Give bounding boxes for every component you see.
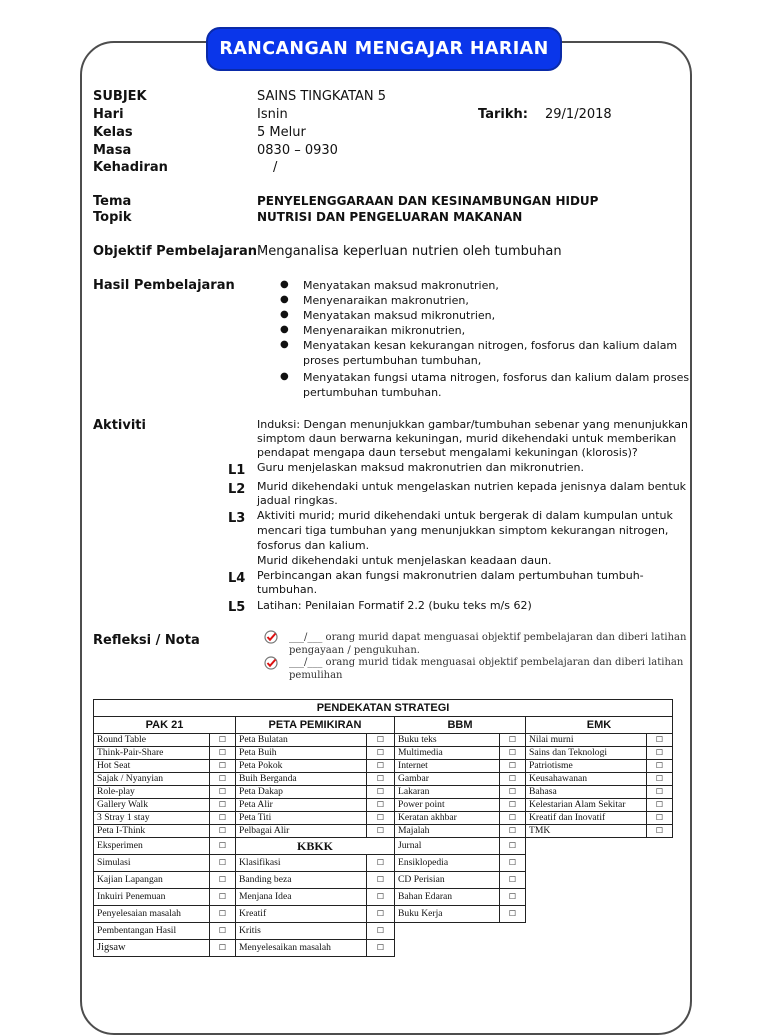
aktiviti-line: Murid dikehendaki untuk menjelaskan keadaan daun. — [257, 554, 552, 567]
header-bbm: BBM — [395, 717, 526, 734]
check-icon — [264, 630, 278, 644]
aktiviti-line: tumbuhan. — [257, 583, 318, 596]
hasil-label: Hasil Pembelajaran — [93, 278, 235, 293]
aktiviti-line: Murid dikehendaki untuk mengelaskan nutrien kepada jenisnya dalam bentuk — [257, 480, 687, 493]
checkbox[interactable]: ☐ — [210, 812, 236, 825]
checkbox[interactable]: ☐ — [500, 838, 526, 855]
aktiviti-line: Latihan: Penilaian Formatif 2.2 (buku teks m/s 62) — [257, 599, 532, 612]
topik-label: Topik — [93, 210, 132, 225]
peta-item: Peta Buih — [236, 747, 367, 760]
checkbox[interactable]: ☐ — [367, 786, 395, 799]
bullet: ● — [280, 294, 289, 305]
pak21-item: Hot Seat — [94, 760, 210, 773]
checkbox[interactable]: ☐ — [210, 889, 236, 906]
emk-item: Patriotisme — [526, 760, 647, 773]
page-title: RANCANGAN MENGAJAR HARIAN — [206, 27, 562, 71]
checkbox[interactable]: ☐ — [500, 812, 526, 825]
kelas-label: Kelas — [93, 125, 133, 140]
pak21-item: Jigsaw — [94, 940, 210, 957]
checkbox[interactable]: ☐ — [647, 825, 673, 838]
list-item-continued: pertumbuhan tumbuhan. — [303, 386, 442, 399]
pak21-item: Simulasi — [94, 855, 210, 872]
bbm-item: Buku teks — [395, 734, 500, 747]
pak21-item: Pembentangan Hasil — [94, 923, 210, 940]
emk-item: Kreatif dan Inovatif — [526, 812, 647, 825]
objektif-value: Menganalisa keperluan nutrien oleh tumbuhan — [257, 244, 562, 259]
checkbox[interactable]: ☐ — [500, 734, 526, 747]
checkbox[interactable]: ☐ — [367, 760, 395, 773]
list-item-continued: proses pertumbuhan tumbuhan, — [303, 354, 482, 367]
checkbox[interactable]: ☐ — [210, 855, 236, 872]
checkbox[interactable]: ☐ — [210, 872, 236, 889]
checkbox[interactable]: ☐ — [210, 786, 236, 799]
bbm-item: Internet — [395, 760, 500, 773]
checkbox[interactable]: ☐ — [500, 889, 526, 906]
checkbox[interactable]: ☐ — [500, 872, 526, 889]
bbm-item: Bahan Edaran — [395, 889, 500, 906]
kelas-value: 5 Melur — [257, 125, 306, 140]
kbkk-title: KBKK — [236, 838, 395, 855]
checkbox[interactable]: ☐ — [647, 760, 673, 773]
checkbox[interactable]: ☐ — [500, 799, 526, 812]
list-item: Menyatakan kesan kekurangan nitrogen, fosforus dan kalium dalam — [303, 339, 678, 352]
header-emk: EMK — [526, 717, 673, 734]
checkbox[interactable]: ☐ — [210, 838, 236, 855]
peta-item: Peta Bulatan — [236, 734, 367, 747]
aktiviti-line: simptom daun berwarna kekuningan, murid dikehendaki untuk memberikan — [257, 432, 677, 445]
checkbox[interactable]: ☐ — [367, 906, 395, 923]
checkbox[interactable]: ☐ — [210, 799, 236, 812]
peta-item: Peta Alir — [236, 799, 367, 812]
checkbox[interactable]: ☐ — [367, 812, 395, 825]
pak21-item: Round Table — [94, 734, 210, 747]
checkbox[interactable]: ☐ — [500, 855, 526, 872]
bullet: ● — [280, 339, 289, 350]
checkbox[interactable]: ☐ — [210, 734, 236, 747]
bbm-item: Ensiklopedia — [395, 855, 500, 872]
checkbox[interactable]: ☐ — [210, 773, 236, 786]
pak21-item: Peta I-Think — [94, 825, 210, 838]
bullet: ● — [280, 371, 289, 382]
emk-item: Nilai murni — [526, 734, 647, 747]
checkbox[interactable]: ☐ — [367, 889, 395, 906]
pak21-item: Sajak / Nyanyian — [94, 773, 210, 786]
bbm-item: CD Perisian — [395, 872, 500, 889]
peta-item: Peta Pokok — [236, 760, 367, 773]
aktiviti-line: Aktiviti murid; murid dikehendaki untuk bergerak di dalam kumpulan untuk — [257, 509, 673, 522]
bbm-item: Power point — [395, 799, 500, 812]
checkbox[interactable]: ☐ — [500, 773, 526, 786]
checkbox[interactable]: ☐ — [367, 940, 395, 957]
kbkk-item: Klasifikasi — [236, 855, 367, 872]
kehadiran-label: Kehadiran — [93, 160, 168, 175]
emk-item: Kelestarian Alam Sekitar — [526, 799, 647, 812]
kbkk-item: Kritis — [236, 923, 367, 940]
list-item: Menyatakan fungsi utama nitrogen, fosforus dan kalium dalam proses — [303, 371, 690, 384]
tarikh-value: 29/1/2018 — [545, 107, 612, 122]
aktiviti-line: Perbincangan akan fungsi makronutrien dalam pertumbuhan tumbuh- — [257, 569, 644, 582]
tema-label: Tema — [93, 194, 132, 209]
pak21-item: Penyelesaian masalah — [94, 906, 210, 923]
checkbox[interactable]: ☐ — [210, 923, 236, 940]
checkbox[interactable]: ☐ — [367, 872, 395, 889]
pak21-item: Role-play — [94, 786, 210, 799]
bbm-item: Keratan akhbar — [395, 812, 500, 825]
list-item: Menyenaraikan mikronutrien, — [303, 324, 466, 337]
subjek-label: SUBJEK — [93, 89, 147, 104]
bbm-item: Buku Kerja — [395, 906, 500, 923]
peta-item: Pelbagai Alir — [236, 825, 367, 838]
checkbox[interactable]: ☐ — [647, 773, 673, 786]
bbm-item: Jurnal — [395, 838, 500, 855]
refleksi-line: ___/___ orang murid tidak menguasai objektif pembelajaran dan diberi latihan — [289, 657, 684, 668]
aktiviti-label: Aktiviti — [93, 418, 146, 433]
checkbox[interactable]: ☐ — [500, 906, 526, 923]
checkbox[interactable]: ☐ — [647, 786, 673, 799]
aktiviti-line: jadual ringkas. — [257, 494, 338, 507]
checkbox[interactable]: ☐ — [500, 825, 526, 838]
aktiviti-line: fosforus dan kalium. — [257, 539, 370, 552]
emk-item: TMK — [526, 825, 647, 838]
checkbox[interactable]: ☐ — [367, 855, 395, 872]
masa-value: 0830 – 0930 — [257, 143, 338, 158]
objektif-label: Objektif Pembelajaran — [93, 244, 258, 259]
level-label-l1: L1 — [228, 463, 246, 478]
aktiviti-line: Guru menjelaskan maksud makronutrien dan mikronutrien. — [257, 461, 585, 474]
emk-item: Sains dan Teknologi — [526, 747, 647, 760]
checkbox[interactable]: ☐ — [500, 786, 526, 799]
checkbox[interactable]: ☐ — [210, 906, 236, 923]
check-icon — [264, 656, 278, 670]
pak21-item: Kajian Lapangan — [94, 872, 210, 889]
list-item: Menyenaraikan makronutrien, — [303, 294, 469, 307]
refleksi-line: ___/___ orang murid dapat menguasai objektif pembelajaran dan diberi latihan — [289, 632, 687, 643]
refleksi-line: pengayaan / pengukuhan. — [289, 645, 420, 656]
checkbox[interactable]: ☐ — [647, 747, 673, 760]
kehadiran-value: / — [273, 160, 278, 175]
checkbox[interactable]: ☐ — [367, 825, 395, 838]
peta-item: Peta Titi — [236, 812, 367, 825]
bbm-item: Majalah — [395, 825, 500, 838]
checkbox[interactable]: ☐ — [210, 747, 236, 760]
kbkk-item: Banding beza — [236, 872, 367, 889]
refleksi-label: Refleksi / Nota — [93, 633, 200, 648]
bullet: ● — [280, 324, 289, 335]
level-label-l2: L2 — [228, 482, 246, 497]
subjek-value: SAINS TINGKATAN 5 — [257, 89, 387, 104]
emk-item: Bahasa — [526, 786, 647, 799]
kbkk-item: Menyelesaikan masalah — [236, 940, 367, 957]
pak21-item: 3 Stray 1 stay — [94, 812, 210, 825]
topik-value: NUTRISI DAN PENGELUARAN MAKANAN — [257, 210, 523, 224]
kbkk-item: Kreatif — [236, 906, 367, 923]
header-pak21: PAK 21 — [94, 717, 236, 734]
bbm-item: Multimedia — [395, 747, 500, 760]
aktiviti-line: pendapat mengapa daun tersebut mengalami kekuningan (klorosis)? — [257, 446, 638, 459]
bbm-item: Gambar — [395, 773, 500, 786]
checkbox[interactable]: ☐ — [210, 940, 236, 957]
header-peta-pemikiran: PETA PEMIKIRAN — [236, 717, 395, 734]
refleksi-line: pemulihan — [289, 670, 343, 681]
peta-item: Peta Dakap — [236, 786, 367, 799]
checkbox[interactable]: ☐ — [367, 799, 395, 812]
checkbox[interactable]: ☐ — [647, 734, 673, 747]
checkbox[interactable]: ☐ — [210, 760, 236, 773]
checkbox[interactable]: ☐ — [210, 825, 236, 838]
kbkk-item: Menjana Idea — [236, 889, 367, 906]
checkbox[interactable]: ☐ — [367, 747, 395, 760]
masa-label: Masa — [93, 143, 132, 158]
checkbox[interactable]: ☐ — [367, 773, 395, 786]
table-title: PENDEKATAN STRATEGI — [94, 700, 673, 717]
bullet: ● — [280, 279, 289, 290]
aktiviti-line: mencari tiga tumbuhan yang menunjukkan simptom kekurangan nitrogen, — [257, 524, 669, 537]
pendekatan-strategi-table — [93, 699, 673, 957]
bbm-item: Lakaran — [395, 786, 500, 799]
emk-item: Keusahawanan — [526, 773, 647, 786]
aktiviti-line: Induksi: Dengan menunjukkan gambar/tumbuhan sebenar yang menunjukkan — [257, 418, 689, 431]
checkbox[interactable]: ☐ — [647, 812, 673, 825]
checkbox[interactable]: ☐ — [500, 760, 526, 773]
checkbox[interactable]: ☐ — [647, 799, 673, 812]
pak21-item: Inkuiri Penemuan — [94, 889, 210, 906]
level-label-l3: L3 — [228, 511, 246, 526]
checkbox[interactable]: ☐ — [500, 747, 526, 760]
level-label-l5: L5 — [228, 600, 246, 615]
bullet: ● — [280, 309, 289, 320]
pak21-item: Eksperimen — [94, 838, 210, 855]
peta-item: Buih Berganda — [236, 773, 367, 786]
list-item: Menyatakan maksud mikronutrien, — [303, 309, 496, 322]
list-item: Menyatakan maksud makronutrien, — [303, 279, 499, 292]
pak21-item: Think-Pair-Share — [94, 747, 210, 760]
pak21-item: Gallery Walk — [94, 799, 210, 812]
tema-value: PENYELENGGARAAN DAN KESINAMBUNGAN HIDUP — [257, 194, 599, 208]
level-label-l4: L4 — [228, 571, 246, 586]
checkbox[interactable]: ☐ — [367, 734, 395, 747]
tarikh-label: Tarikh: — [478, 107, 528, 122]
hari-value: Isnin — [257, 107, 288, 122]
hari-label: Hari — [93, 107, 124, 122]
checkbox[interactable]: ☐ — [367, 923, 395, 940]
